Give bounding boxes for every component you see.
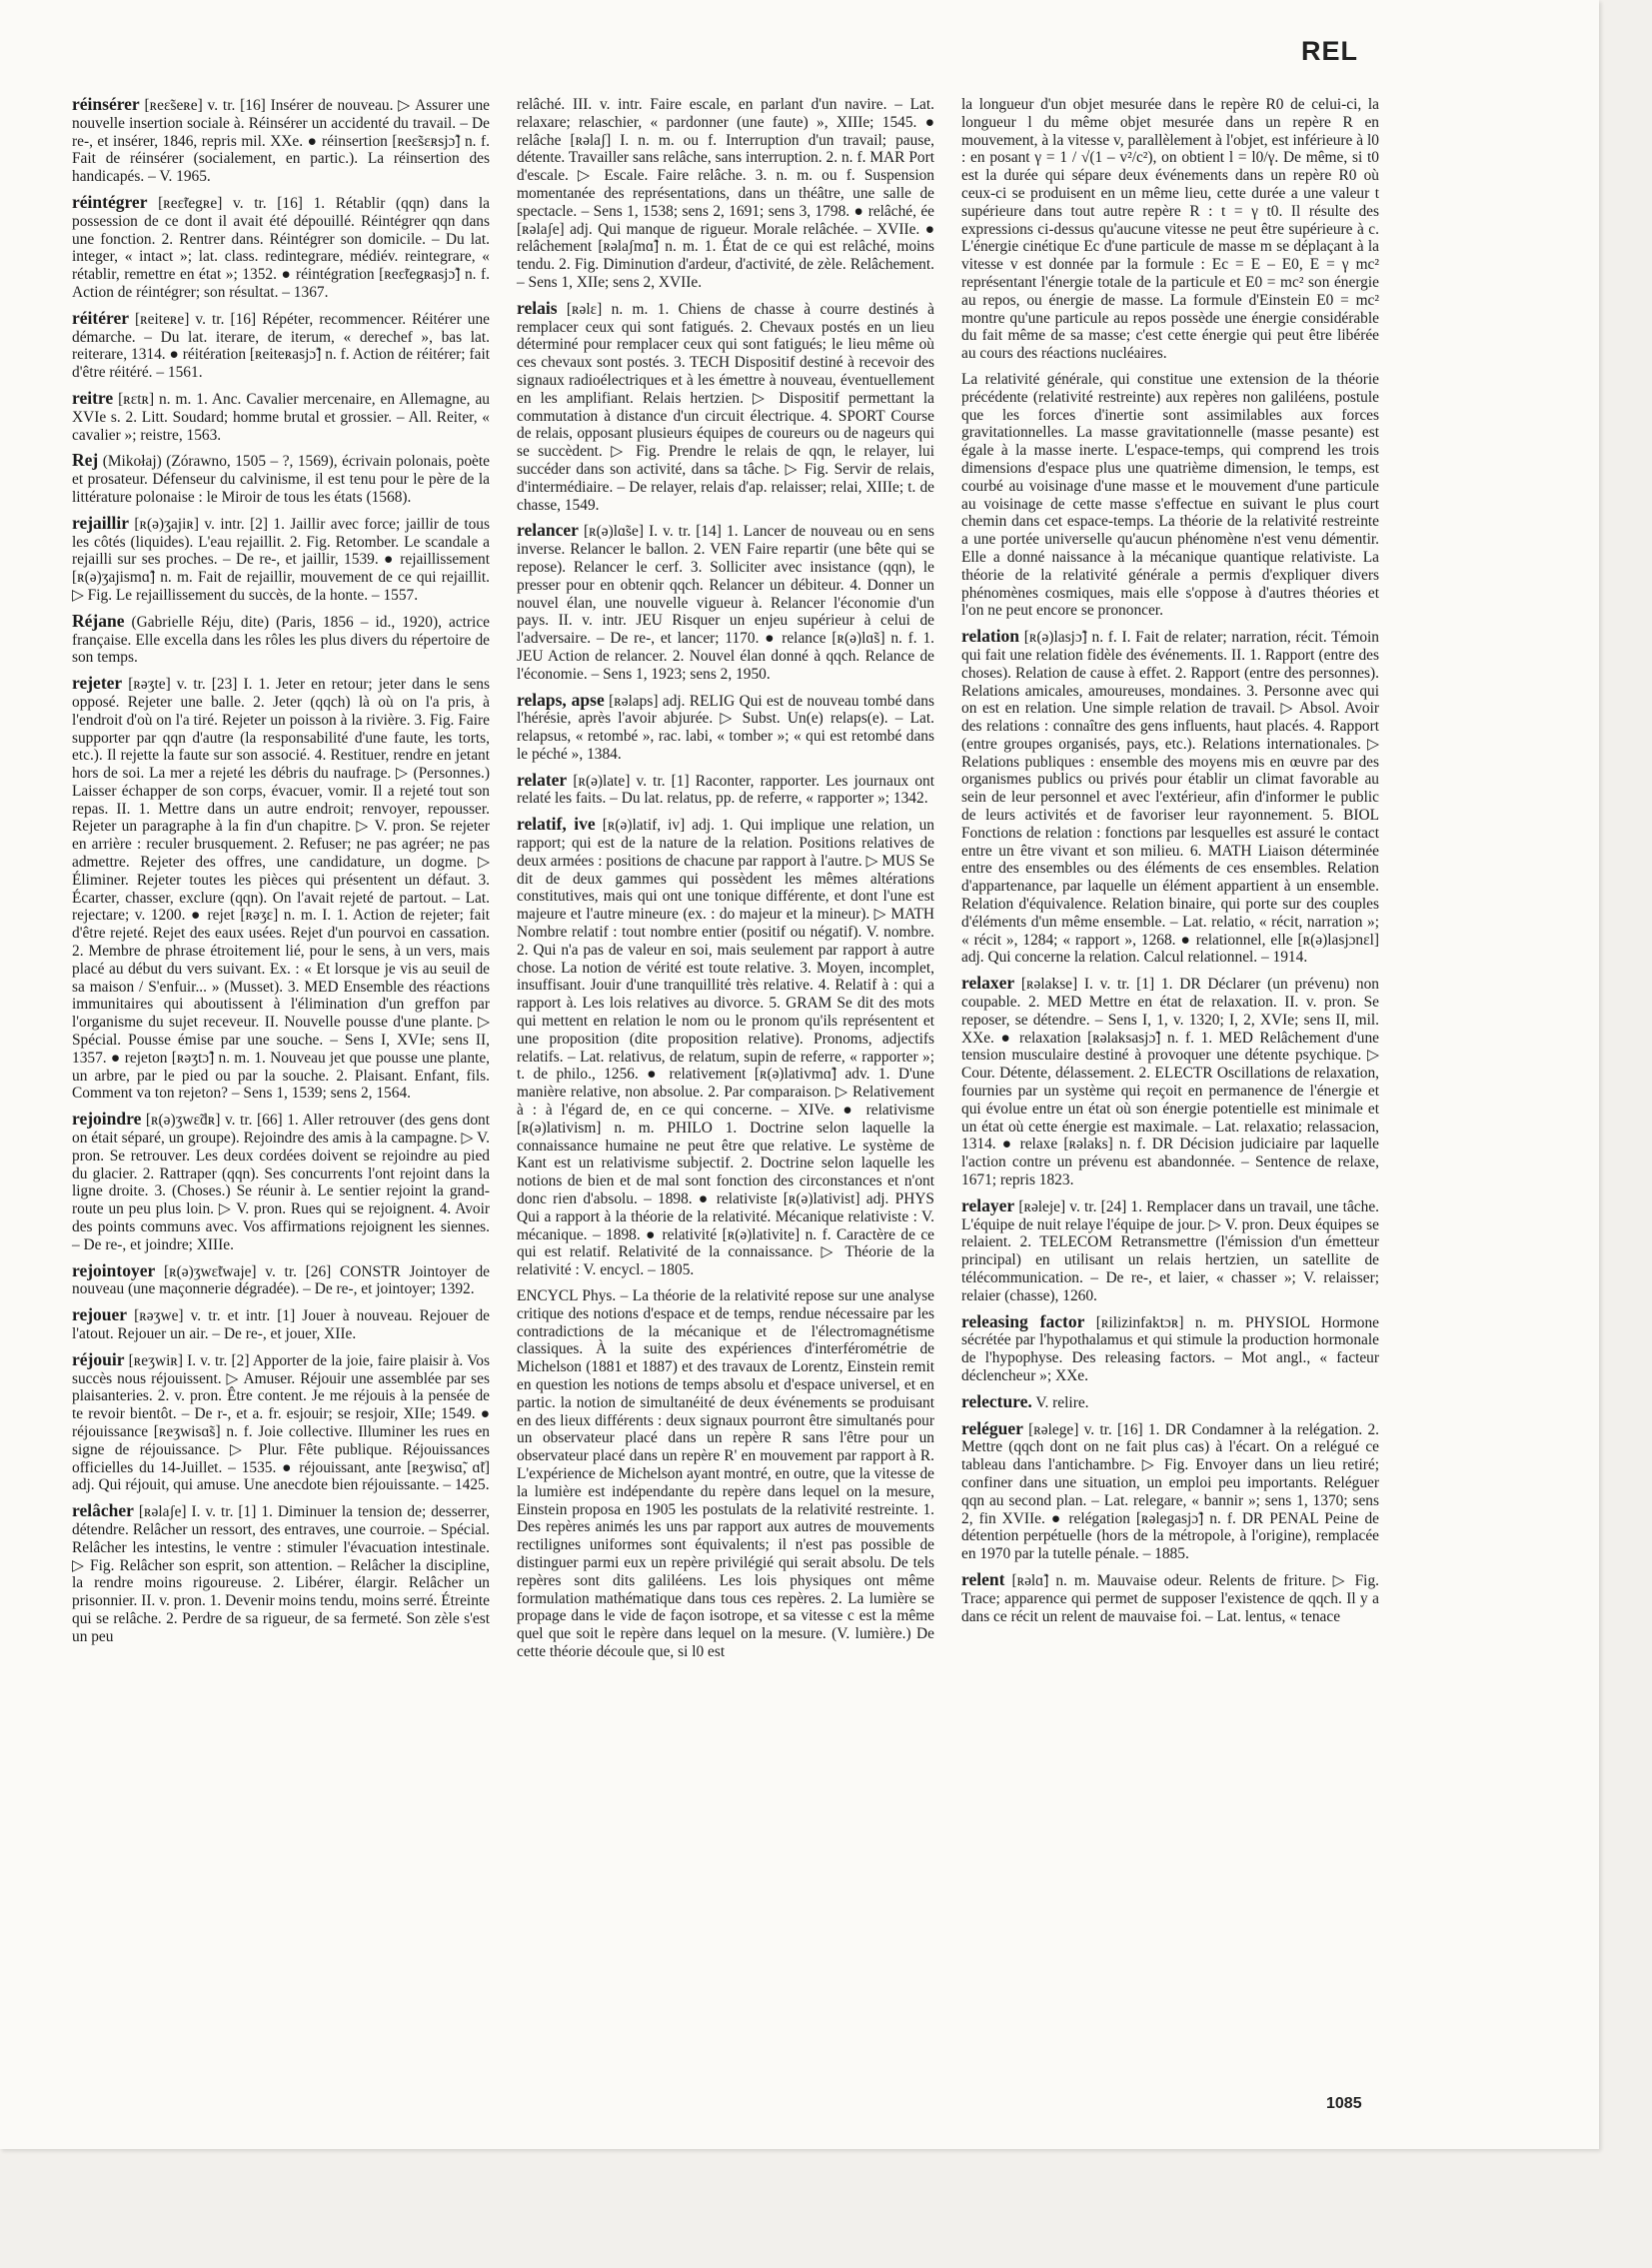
entry-headword: relation bbox=[961, 626, 1020, 647]
entry-definition: [ʀəlege] v. tr. [16] 1. DR Condamner à la relégation. 2. Mettre (qqch dont on ne fait plus cas) à l'écart. On a relégué ce tableau dans l'antichambre. ▷ Fig. Envoyer dans un lieu retiré; confiner dans une situation, un emploi peu importants. Reléguer qqn au second plan. – Lat. relegare, « bannir »; sens 1, 1370; sens 2, fin XVIIe. ● relégation [ʀəlegasjɔ̃] n. f. DR PENAL Peine de détention perpétuelle (hors de la métropole, à l'origine), remplacée en 1970 par la tutelle pénale. – 1885. bbox=[961, 1420, 1379, 1563]
entry-headword: relancer bbox=[517, 520, 579, 541]
dictionary-entry bbox=[72, 191, 490, 302]
entry-definition: V. relire. bbox=[1035, 1393, 1089, 1411]
entry-definition: relâché. III. v. intr. Faire escale, en parlant d'un navire. – Lat. relaxare; relaschier, « pardonner (une faute) », XIIIe; 1545. ● relâche [ʀəlaʃ] I. n. m. ou f. Interruption d'un travail; pause, détente. Travailler sans relâche, sans interruption. 2. n. f. MAR Port d'escale. ▷ Escale. Faire relâche. 3. n. m. ou f. Suspension momentanée des représentations, dans un théâtre, une salle de spectacle. – Sens 1, 1538; sens 2, 1691; sens 3, 1798. ● relâché, ée [ʀəlaʃe] adj. Qui manque de rigueur. Morale relâchée. – XVIIe. ● relâchement [ʀəlaʃmɑ̃] n. m. 1. État de ce qui est relâché, moins tendu. 2. Fig. Diminution d'ardeur, d'activité, de zèle. Relâchement. – Sens 1, XIIe; sens 2, XVIIe. bbox=[517, 96, 934, 291]
dictionary-entry bbox=[517, 769, 934, 809]
dictionary-entry bbox=[961, 1390, 1379, 1412]
dictionary-entry bbox=[72, 1348, 490, 1494]
entry-headword: relatif, ive bbox=[517, 814, 596, 835]
entry-definition: [ʀəlɑ̃] n. m. Mauvaise odeur. Relents de friture. ▷ Fig. Trace; apparence qui permet de supposer l'existence de qqch. Il y a dans ce récit un relent de mauvaise foi. – Lat. lentus, « tenace bbox=[961, 1571, 1379, 1625]
dictionary-entry bbox=[72, 512, 490, 605]
dictionary-entry bbox=[72, 1502, 490, 1645]
entry-definition: [ʀ(ə)ʒajiʀ] v. intr. [2] 1. Jaillir avec force; jaillir de tous les côtés (liquides). L'eau rejaillit. 2. Fig. Retomber. Le scandale a rejailli sur ses proches. – De re-, et jaillir, 1539. ● rejaillissement [ʀ(ə)ʒajismɑ̃] n. m. Fait de rejaillir, mouvement de ce qui rejaillit. ▷ Fig. Le rejaillissement du succès, de la honte. – 1557. bbox=[72, 515, 490, 604]
entry-definition: [ʀeʒwiʀ] I. v. tr. [2] Apporter de la joie, faire plaisir à. Vos succès nous réjouissent. ▷ Amuser. Réjouir une assemblée par ses plaisanteries. 2. v. pron. Être content. Je me réjouis à la pensée de te revoir bientôt. – De r-, et a. fr. esjouir; se resjoir, XIIe; 1549. ● réjouissance [ʀeʒwisɑ̃s] n. f. Joie collective. Illuminer les rues en signe de réjouissance. ▷ Plur. Fête publique. Réjouissances officielles du 14-Juillet. – 1535. ● réjouissant, ante [ʀeʒwisɑ̃, ɑ̃t] adj. Qui réjouit, qui amuse. Une anecdote bien réjouissante. – 1425. bbox=[72, 1351, 490, 1494]
dictionary-entry bbox=[517, 297, 934, 515]
entry-definition: [ʀ(ə)ʒwɛ̃twaje] v. tr. [26] CONSTR Jointoyer de nouveau (une maçonnerie dégradée). – De re-, et jointoyer; 1392. bbox=[72, 1262, 490, 1298]
column-1 bbox=[72, 96, 490, 1654]
dictionary-entry bbox=[961, 1568, 1379, 1625]
entry-definition: [ʀeɛ̃tegʀe] v. tr. [16] 1. Rétablir (qqn) dans la possession de ce dont il avait été dépouillé. Réintégrer qqn dans une fonction. 2. Rentrer dans. Réintégrer son domicile. – Du lat. integer, « intact »; lat. class. redintegrare, médiév. reintegrare, « rétablir, remettre en état »; 1352. ● réintégration [ʀeɛ̃tegʀasjɔ̃] n. f. Action de réintégrer; son résultat. – 1367. bbox=[72, 194, 490, 301]
dictionary-entry bbox=[961, 628, 1379, 967]
entry-headword: releasing factor bbox=[961, 1310, 1085, 1331]
entry-definition: [ʀ(ə)lɑ̃se] I. v. tr. [14] 1. Lancer de nouveau ou en sens inverse. Relancer le ballon. 2. VEN Faire repartir (une bête qui se repose). Relancer le cerf. 3. Solliciter avec insistance (qqn), le presser pour en obtenir qqch. Relancer un débiteur. 4. Donner un nouvel élan, une nouvelle vigueur à. Relancer l'économie d'un pays. II. v. intr. JEU Risquer un enjeu supérieur à celui de l'adversaire. – De re-, et lancer; 1170. ● relance [ʀ(ə)lɑ̃s] n. f. 1. JEU Action de relancer. 2. Nouvel élan donné à qqch. Relance de l'économie. – Sens 1, 1923; sens 2, 1950. bbox=[517, 523, 934, 683]
entry-definition: [ʀ(ə)lasjɔ̃] n. f. I. Fait de relater; narration, récit. Témoin qui fait une relation fidèle des événements. II. 1. Rapport (entre des choses). Relation de cause à effet. 2. Rapport (entre des personnes). Relations amicales, amoureuses, mondaines. 3. Personne avec qui on est en relation. Une simple relation de travail. ▷ Absol. Avoir des relations : connaître des gens influents, haut placés. 4. Rapport (entre groupes organisés, pays, etc.). Relations internationales. ▷ Relations publiques : ensemble des moyens mis en œuvre par des organismes publics ou privés pour établir un climat favorable au sein de leur personnel et avec l'extérieur, afin d'informer le public de leurs activités et de favoriser leur rayonnement. 5. BIOL Fonctions de relation : fonctions par lesquelles est assuré le contact entre un être vivant et son milieu. 6. MATH Liaison déterminée entre des ensembles ou des éléments de ces ensembles. Relation d'appartenance, par laquelle un élément appartient à un ensemble. Relation d'équivalence. Relation binaire, qui porte sur des couples d'éléments d'un même ensemble. – Lat. relatio, « récit, narration »; « récit », 1284; « rapport », 1268. ● relationnel, elle [ʀ(ə)lasjɔnɛl] adj. Qui concerne la relation. Calcul relationnel. – 1914. bbox=[961, 629, 1379, 967]
entry-definition: [ʀ(ə)ʒwɛ̃dʀ] v. tr. [66] 1. Aller retrouver (des gens dont on était séparé, un groupe). Rejoindre des amis à la campagne. ▷ V. pron. Se retrouver. Les deux cordées doivent se rejoindre au pied du glacier. 2. Rattraper (qqn). Ses concurrents l'ont rejoint dans la ligne droite. 3. (Choses.) Se réunir à. Le sentier rejoint la grand-route un peu plus loin. ▷ V. pron. Rues qui se rejoignent. 4. Avoir des points communs avec. Vos affirmations rejoignent les siennes. – De re-, et joindre; XIIIe. bbox=[72, 1112, 490, 1253]
entry-definition: [ʀəlaʃe] I. v. tr. [1] 1. Diminuer la tension de; desserrer, détendre. Relâcher un ressort, des entraves, une courroie. – Spécial. Relâcher les intestins, le ventre : stimuler l'évacuation intestinale. ▷ Fig. Relâcher son esprit, son attention. – Relâcher la discipline, la rendre moins rigoureuse. 2. Libérer, élargir. Relâcher un prisonnier. II. v. pron. 1. Devenir moins tendu, moins serré. Étreinte qui se relâche. 2. Perdre de sa rigueur, de sa fermeté. Son zèle s'est un peu bbox=[72, 1503, 490, 1645]
entry-definition: (Gabrielle Réju, dite) (Paris, 1856 – id., 1920), actrice française. Elle excella dans les rôles les plus divers du répertoire de son temps. bbox=[72, 613, 490, 667]
entry-definition: [ʀəʒwe] v. tr. et intr. [1] Jouer à nouveau. Rejouer de l'atout. Rejouer un air. – De re-, et jouer, XIIe. bbox=[72, 1307, 490, 1342]
dictionary-entry bbox=[517, 1287, 934, 1661]
dictionary-entry bbox=[961, 1417, 1379, 1563]
entry-definition: la longueur d'un objet mesurée dans le repère R0 de celui-ci, la longueur l du même objet mesurée dans un repère R en mouvement, à la vitesse v, parallèlement à l'objet, est inférieure à l0 : en posant γ = 1 / √(1 – v²/c²), on obtient l = l0/γ. De même, si t0 est la durée qui sépare deux événements dans un repère R0 où ceux-ci se produisent en un même lieu, cette durée a une valeur t supérieure dans tout autre repère R : t = γ t0. Il résulte des expressions ci-dessus qu'aucune vitesse ne peut être supérieure à c. L'énergie cinétique Ec d'une particule de masse m se déplaçant à la vitesse v est donnée par la formule : Ec = E – E0, E = γ mc² représentant l'énergie totale de la particule et E0 = mc² son énergie au repos, ou énergie de masse. La formule d'Einstein E0 = mc² montre qu'une particule au repos possède une énergie considérable du fait même de sa masse; c'est cette énergie qui peut être libérée au cours des réactions nucléaires. bbox=[961, 96, 1379, 363]
entry-headword: relais bbox=[517, 297, 558, 318]
entry-headword: Réjane bbox=[72, 610, 125, 631]
entry-headword: relâcher bbox=[72, 1500, 134, 1521]
dictionary-entry bbox=[517, 522, 934, 683]
dictionary-entry bbox=[517, 96, 934, 292]
dictionary-entry bbox=[961, 975, 1379, 1189]
entry-definition: ENCYCL Phys. – La théorie de la relativité repose sur une analyse critique des notions d'espace et de temps, rendue nécessaire par les contradictions de la mécanique et de l'électromagnétisme classiques. À la suite des expériences d'interférométrie de Michelson (1881 et 1887) et des travaux de Lorentz, Einstein remit en question les notions de temps absolu et d'espace universel, et en partic. la notion de simultanéité de deux événements se produisant en des lieux différents : deux signaux pourront être simultanés pour un observateur placé dans un repère R sans l'être pour un observateur placé dans un repère R' en mouvement par rapport à R. L'expérience de Michelson ayant montré, en outre, que la vitesse de la lumière est indépendante du repère dans lequel on la mesure, Einstein proposa en 1905 les postulats de la relativité restreinte. 1. Des repères animés les uns par rapport aux autres de mouvements rectilignes uniformes sont équivalents; il n'est pas possible de distinguer parmi eux un repère privilégié qui serait absolu. De tels repères sont dits galiléens. Les lois physiques ont même formulation mathématique dans tous ces repères. 2. La lumière se propage dans le vide de façon isotrope, et sa vitesse c est la même quel que soit le repère dans lequel on la mesure. (V. lumière.) De cette théorie découle que, si l0 est bbox=[517, 1287, 934, 1660]
entry-definition: [ʀeiteʀe] v. tr. [16] Répéter, recommencer. Réitérer une démarche. – Du lat. iterare, de iterum, « derechef », bas lat. reiterare, 1314. ● réitération [ʀeiteʀasjɔ̃] n. f. Action de réitérer; fait d'être réitéré. – 1561. bbox=[72, 310, 490, 382]
entry-headword: relaxer bbox=[961, 973, 1015, 994]
dictionary-entry bbox=[72, 1306, 490, 1343]
dictionary-entry bbox=[72, 1111, 490, 1253]
dictionary-entry bbox=[961, 371, 1379, 620]
entry-headword: réintégrer bbox=[72, 191, 148, 212]
entry-definition: [ʀilizinfaktɔʀ] n. m. PHYSIOL Hormone sécrétée par l'hypothalamus et qui stimule la production hormonale de l'hypophyse. Des releasing factors. – Mot angl., « facteur déclencheur »; XXe. bbox=[961, 1313, 1379, 1384]
entry-headword: relaps, apse bbox=[517, 689, 605, 710]
entry-headword: rejeter bbox=[72, 673, 123, 694]
dictionary-entry bbox=[517, 816, 934, 1279]
dictionary-entry bbox=[72, 387, 491, 444]
entry-definition: [ʀəlakse] I. v. tr. [1] 1. DR Déclarer (un prévenu) non coupable. 2. MED Mettre en état de relaxation. II. v. pron. Se reposer, se détendre. – Sens I, 1, v. 1320; I, 2, XVIe; sens II, mil. XXe. ● relaxation [ʀəlaksasjɔ̃] n. f. 1. MED Relâchement d'une tension musculaire destiné à provoquer une détente psychique. ▷ Cour. Détente, délassement. 2. ELECTR Oscillations de relaxation, fournies par un système qui reçoit en permanence de l'énergie et qui évolue entre un état où son énergie potentielle est minimale et un état où cette énergie est maximale. – Lat. relaxatio; relassacion, 1314. ● relaxe [ʀəlaks] n. f. DR Décision judiciaire par laquelle l'action contre un prévenu est abandonnée. – Sentence de relaxe, 1671; repris 1823. bbox=[961, 976, 1380, 1189]
entry-definition: La relativité générale, qui constitue une extension de la théorie précédente (relativité restreinte) aux repères non galiléens, postule que les forces d'inertie sont assimilables aux forces gravitationnelles. La masse gravitationnelle (masse pesante) est égale à la masse inerte. L'espace-temps, qui comprend les trois dimensions d'espace plus une quatrième dimension, le temps, est courbé au voisinage d'une masse et le mouvement d'une particule au voisinage de cette masse s'effectue en suivant le plus court chemin dans cet espace-temps. La théorie de la relativité restreinte a une portée universelle qu'aucun phénomène n'est venu démentir. Elle a donné naissance à la mécanique quantique relativiste. La théorie de la relativité générale a permis d'expliquer divers phénomènes cosmiques, mais elle s'oppose à d'autres théories et l'on ne peut encore se prononcer. bbox=[961, 370, 1379, 620]
entry-definition: (Mikołaj) (Zórawno, 1505 – ?, 1569), écrivain polonais, poète et prosateur. Défenseur du calvinisme, il est tenu pour le père de la littérature polonaise : le Miroir de tous les états (1568). bbox=[72, 453, 490, 506]
entry-definition: [ʀəlaps] adj. RELIG Qui est de nouveau tombé dans l'hérésie, après l'avoir abjurée. ▷ Subst. Un(e) relaps(e). – Lat. relapsus, « retombé », rac. labi, « tomber »; « qui est retombé dans le péché », 1384. bbox=[517, 692, 934, 763]
dictionary-entry bbox=[517, 689, 934, 764]
entry-definition: [ʀəleje] v. tr. [24] 1. Remplacer dans un travail, une tâche. L'équipe de nuit relaye l'équipe de jour. ▷ V. pron. Deux équipes se relaient. 2. TELECOM Retransmettre (l'émission d'un émetteur principal) en utilisant un relais hertzien, un satellite de télécommunication. – De re-, et laier, « chasser »; V. relaisser; relaier (chasse), 1260. bbox=[961, 1197, 1379, 1304]
running-head: REL bbox=[1301, 36, 1358, 66]
dictionary-entry bbox=[72, 610, 490, 667]
entry-definition: [ʀ(ə)latif, iv] adj. 1. Qui implique une relation, un rapport; qui est de la nature de la relation. Positions relatives de deux armées : positions de chacune par rapport à l'autre. ▷ MUS Se dit de deux gammes qui possèdent les mêmes altérations constitutives, mais qui ont une tonique différente, et dont l'une est majeure et l'autre mineure (ex. : do majeur et la mineur). ▷ MATH Nombre relatif : tout nombre entier (positif ou négatif). V. nombre. 2. Qui n'a pas de valeur en soi, mais seulement par rapport à autre chose. La notion de vérité est toute relative. 3. Moyen, incomplet, insuffisant. Jouir d'une tranquillité très relative. 4. Relatif à : qui a rapport à. Les lois relatives au divorce. 5. GRAM Se dit des mots qui mettent en relation le nom ou le pronom qu'ils représentent et une proposition (dite proposition relative). Pronoms, adjectifs relatifs. – Lat. relativus, de relatum, supin de referre, « rapporter »; t. de philo., 1256. ● relativement [ʀ(ə)lativmɑ̃] adv. 1. D'une manière relative, non absolue. 2. Par comparaison. ▷ Relativement à : à l'égard de, en ce qui concerne. – XIVe. ● relativisme [ʀ(ə)lativism] n. m. PHILO 1. Doctrine selon laquelle la connaissance humaine ne peut être que relative. Le système de Kant est un relativisme subjectif. 2. Doctrine selon laquelle les notions de bien et de mal sont fonction des circonstances et n'ont donc rien d'absolu. – 1898. ● relativiste [ʀ(ə)lativist] adj. PHYS Qui a rapport à la théorie de la relativité. Mécanique relativiste : V. mécanique. – 1898. ● relativité [ʀ(ə)lativite] n. f. Caractère de ce qui est relatif. Relativité de la connaissance. ▷ Théorie de la relativité : V. encycl. – 1805. bbox=[517, 817, 934, 1279]
dictionary-entry bbox=[961, 1194, 1379, 1305]
dictionary-entry bbox=[72, 675, 490, 1103]
entry-headword: relecture. bbox=[961, 1390, 1032, 1411]
column-3 bbox=[961, 96, 1379, 1633]
entry-headword: relent bbox=[961, 1568, 1005, 1589]
entry-headword: Rej bbox=[72, 450, 99, 471]
page-number: 1085 bbox=[1326, 2095, 1362, 2112]
entry-definition: [ʀəʒte] v. tr. [23] I. 1. Jeter en retour; jeter dans le sens opposé. Rejeter une balle. 2. Jeter (qqch) là où on l'a pris, à l'endroit d'où on l'a tiré. Rejeter un poisson à la rivière. 3. Fig. Faire supporter par qqn d'autre (la responsabilité d'une faute, les torts, etc.). Il rejette la faute sur son associé. 4. Restituer, rendre en jetant hors de soi. La mer a rejeté les débris du naufrage. ▷ (Personnes.) Laisser échapper de son corps, évacuer, vomir. Il a rejeté tout son repas. II. 1. Mettre dans un autre endroit; renvoyer, repousser. Rejeter un paragraphe à la fin d'un chapitre. ▷ V. pron. Se rejeter en arrière : reculer brusquement. 2. Refuser; ne pas agréer; ne pas admettre. Rejeter des offres, une candidature, un dogme. ▷ Éliminer. Rejeter toutes les pièces qui présentent un défaut. 3. Écarter, chasser, exclure (qqn). On l'avait rejeté de partout. – Lat. rejectare; v. 1200. ● rejet [ʀəʒɛ] n. m. I. 1. Action de rejeter; fait d'être rejeté. Rejet des eaux usées. Rejet d'un pourvoi en cassation. 2. Membre de phrase étroitement lié, pour le sens, à un vers, mais placé au début du vers suivant. Ex. : « Et lorsque je vis au seuil de sa maison / S'enfuir... » (Musset). 3. MED Ensemble des réactions immunitaires qui aboutissent à l'élimination d'un greffon par l'organisme du sujet receveur. II. Nouvelle pousse d'une plante. ▷ Spécial. Pousse émise par une souche. – Sens I, XVIe; sens II, 1357. ● rejeton [ʀəʒtɔ̃] n. m. 1. Nouveau jet que pousse une plante, un arbre, par le pied ou par la souche. 2. Plaisant. Enfant, fils. Comment va ton rejeton? – Sens 1, 1539; sens 2, 1564. bbox=[72, 676, 490, 1103]
dictionary-entry bbox=[72, 307, 490, 382]
entry-headword: reitre bbox=[72, 387, 114, 408]
dictionary-entry bbox=[72, 1259, 490, 1299]
dictionary-entry bbox=[72, 452, 490, 506]
entry-definition: [ʀ(ə)late] v. tr. [1] Raconter, rapporter. Les journaux ont relaté les faits. – Du lat. relatus, pp. de referre, « rapporter »; 1342. bbox=[517, 772, 934, 808]
entry-definition: [ʀeɛ̃seʀe] v. tr. [16] Insérer de nouveau. ▷ Assurer une nouvelle insertion sociale à. Réinsérer un accidenté du travail. – De re-, et insérer, 1846, repris mil. XXe. ● réinsertion [ʀeɛ̃sɛʀsjɔ̃] n. f. Fait de réinsérer (socialement, en partic.). La réinsertion des handicapés. – V. 1965. bbox=[72, 97, 490, 186]
entry-headword: reléguer bbox=[961, 1417, 1023, 1438]
entry-headword: réitérer bbox=[72, 307, 129, 328]
dictionary-entry bbox=[961, 96, 1379, 363]
entry-definition: [ʀəlɛ] n. m. 1. Chiens de chasse à courre destinés à remplacer ceux qui sont fatigués. 2. Chevaux postés en un lieu déterminé pour remplacer ceux qui sont fatigués; le lieu même où ces chevaux sont postés. 3. TECH Dispositif destiné à recevoir des signaux radioélectriques et à les émettre à nouveau, éventuellement en les amplifiant. Relais hertzien. ▷ Dispositif permettant la commutation à distance d'un circuit électrique. 4. SPORT Course de relais, opposant plusieurs équipes de coureurs ou de nageurs qui se succèdent. ▷ Fig. Prendre le relais de qqn, le relayer, lui succéder dans son activité, dans sa tâche. ▷ Fig. Servir de relais, d'intermédiaire. – De relayer, relais d'ap. relaisser; relai, XIIIe; t. de chasse, 1549. bbox=[517, 300, 934, 514]
entry-headword: rejoindre bbox=[72, 1109, 142, 1130]
dictionary-entry bbox=[961, 1310, 1379, 1385]
column-2 bbox=[517, 96, 934, 1669]
entry-headword: réinsérer bbox=[72, 94, 140, 114]
entry-definition: [ʀɛtʀ] n. m. 1. Anc. Cavalier mercenaire, en Allemagne, au XVIe s. 2. Litt. Soudard; homme brutal et grossier. – All. Reiter, « cavalier »; reistre, 1563. bbox=[72, 390, 491, 444]
dictionary-entry bbox=[72, 96, 490, 186]
entry-headword: relater bbox=[517, 769, 568, 790]
entry-headword: rejointoyer bbox=[72, 1259, 156, 1280]
entry-headword: rejouer bbox=[72, 1304, 128, 1325]
entry-headword: rejaillir bbox=[72, 512, 130, 533]
entry-headword: relayer bbox=[961, 1194, 1015, 1215]
entry-headword: réjouir bbox=[72, 1348, 125, 1369]
